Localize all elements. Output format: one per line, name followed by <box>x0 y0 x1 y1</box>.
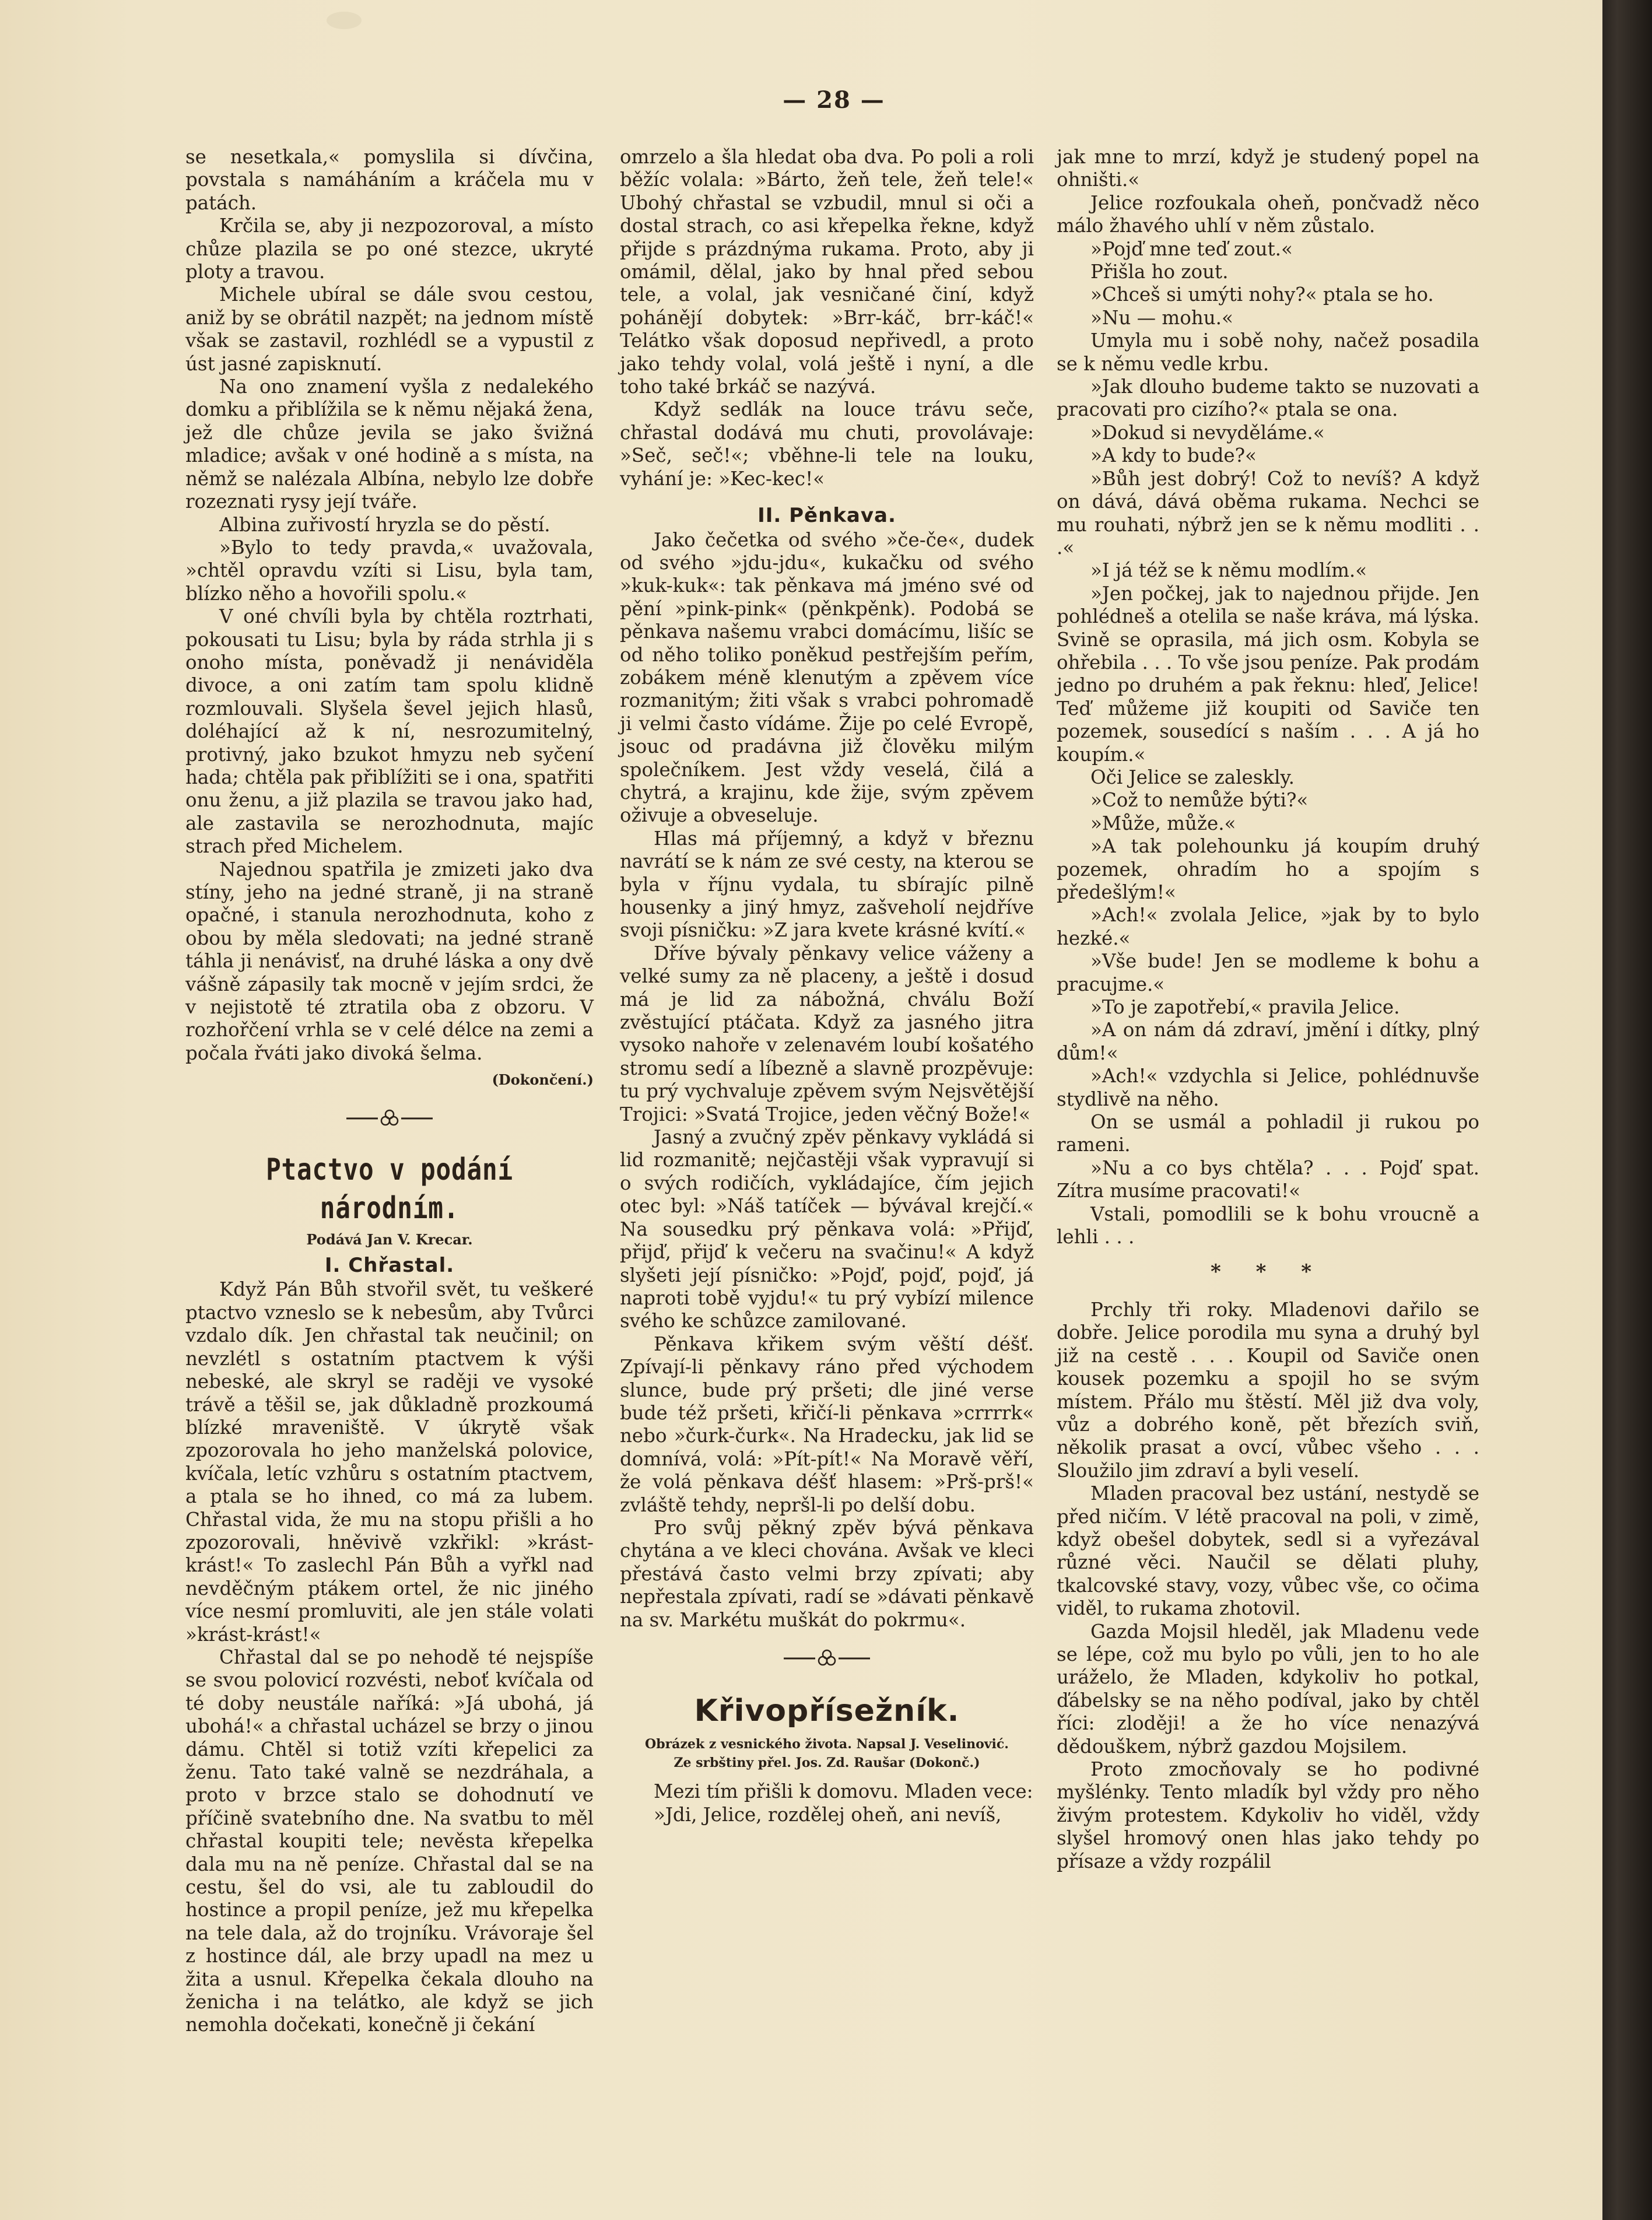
paragraph: Gazda Mojsil hleděl, jak Mladenu vede se lépe, což mu bylo po vůli, jen to ho ale uráželo, že Mladen, kdykoliv ho potkal, ďábelsky se na něho podíval, jako by chtěl říci: zloději! a že ho více nenazývá dědouškem, nýbrž gazdou Mojsilem. <box>1057 1620 1479 1758</box>
story-title: Křivopřísežník. <box>694 1693 960 1729</box>
paragraph: Chřastal dal se po nehodě té nejspíše se svou polovicí rozvésti, neboť kvíčala od té doby neustále naříká: »Já ubohá, já ubohá!« a chřastal ucházel se brzy o jinou dámu. Chtěl si totiž vzíti křepelici za ženu. Tato také valně se nezdráhala, a proto v brzce stalo se dohodnutí ve příčině svatebního dne. Na svatbu to měl chřastal koupiti tele; nevěsta křepelka dala mu na ně peníze. Chřastal dal se na cestu, šel do vsi, ale tu zabloudil do hostince a propil peníze, jež mu křepelka na tele dala, až do trojníku. Vrávoraje šel z hostince dál, ale brzy upadl na mez u žita a usnul. Křepelka čekala dlouho na ženicha i na telátko, ale když se jich nemohla dočekati, konečně ji čekání <box>185 1646 594 2036</box>
paragraph: Přišla ho zout. <box>1090 261 1229 283</box>
paragraph: se nesetkala,« pomyslila si dívčina, povstala s namáháním a kráčela mu v patách. <box>185 146 594 214</box>
paragraph: »Bylo to tedy pravda,« uvažovala, »chtěl opravdu vzíti si Lisu, byla tam, blízko něho a hovořili spolu.« <box>185 536 594 605</box>
paragraph: On se usmál a pohladil ji rukou po rameni. <box>1057 1111 1479 1156</box>
column-3 <box>1057 146 1479 1873</box>
flourish-icon <box>780 1647 874 1670</box>
paragraph: »Ach!« vzdychla si Jelice, pohlédnuvše stydlivě na něho. <box>1057 1065 1479 1110</box>
paragraph: Když Pán Bůh stvořil svět, tu veškeré ptactvo vzneslo se k nebesům, aby Tvůrci vzdalo dík. Jen chřastal tak neučinil; on nevzlétl s ostatním ptactvem k výši nebeské, ale skryl se raději ve vysoké trávě a těšil se, jak důkladně prozkoumá blízké mraveniště. V úkrytě však zpozorovala ho jeho manželská polovice, kvíčala, letíc vzhůru s ostatním ptactvem, a ptala se ho ihned, co má za lubem. Chřastal vida, že mu na stopu přišli a ho zpozorovali, hněvivě vzkřikl: »krást-krást!« To zaslechl Pán Bůh a vyřkl nad nevděčným ptákem ortel, že nic jiného více nesmí promluviti, ale jen stále volati »krást-krást!« <box>185 1278 594 1646</box>
page-number: — 28 — <box>783 86 885 114</box>
paragraph: »Může, může.« <box>1090 812 1236 834</box>
paragraph: »Jak dlouho budeme takto se nuzovati a pracovati pro cizího?« ptala se ona. <box>1057 376 1479 421</box>
paragraph: Prchly tři roky. Mladenovi dařilo se dobře. Jelice porodila mu syna a druhý byl již na cestě . . . Koupil od Saviče onen kousek pozemku a spojil ho se svým místem. Přálo mu štěstí. Měl již dva voly, vůz a dobrého koně, pět březích sviň, několik prasat a ovcí, vůbec všeho . . . Sloužilo jim zdraví a byli veselí. <box>1057 1298 1479 1482</box>
paragraph: jak mne to mrzí, když je studený popel na ohništi.« <box>1057 146 1479 191</box>
paragraph: Albina zuřivostí hryzla se do pěstí. <box>219 513 550 536</box>
paragraph: »Bůh jest dobrý! Což to nevíš? A když on dává, dává oběma rukama. Nechci se mu rouhati, nýbrž jen se k němu modliti . . .« <box>1057 467 1479 559</box>
paragraph: Jelice rozfoukala oheň, pončvadž něco málo žhavého uhlí v něm zůstalo. <box>1057 191 1479 237</box>
section-heading: I. Chřastal. <box>324 1254 455 1278</box>
paragraph: Umyla mu i sobě nohy, načež posadila se k němu vedle krbu. <box>1057 329 1479 375</box>
paragraph: Když sedlák na louce trávu seče, chřastal dodává mu chuti, provolávaje: »Seč, seč!«; vběhne-li tele na louku, vyhání je: »Kec-kec!« <box>620 398 1034 490</box>
paragraph: Krčila se, aby ji nezpozoroval, a místo chůze plazila se po oné stezce, ukryté ploty a travou. <box>185 215 594 283</box>
paragraph: Hlas má příjemný, a když v březnu navrátí se k nám ze své cesty, na kterou se byla v říjnu vydala, tu sbírajíc pilně housenky a jiný hmyz, zašveholí nejdříve svoji písničku: »Z jara kvete krásné kvítí.« <box>620 827 1034 942</box>
paragraph: »I já též se k němu modlím.« <box>1090 559 1367 582</box>
story-byline-line-1: Obrázek z vesnického života. Napsal J. Veselinović. <box>645 1737 1009 1752</box>
paragraph: Michele ubíral se dále svou cestou, aniž by se obrátil nazpět; na jednom místě však se zastavil, rozhlédl se a vypustil z úst jasné zapisknutí. <box>185 283 594 375</box>
paragraph: Jako čečetka od svého »če-če«, dudek od svého »jdu-jdu«, kukačku od svého »kuk-kuk«: tak pěnkava má jméno své od pění »pink-pink« (pěnkpěnk). Podobá se pěnkava našemu vrabci domácímu, lišíc se od něho toliko poněkud pestřejším peřím, zobákem méně klenutým a zpěvem více rozmanitým; žiti však s vrabci pohromadě ji velmi často vídáme. Žije po celé Evropě, jsouc od pradávna již člověku milým společníkem. Jest vždy veselá, čilá a chytrá, a krajinu, kde žije, svým zpěvem oživuje a obveseluje. <box>620 528 1034 827</box>
paragraph: »To je zapotřebí,« pravila Jelice. <box>1090 996 1400 1019</box>
article-byline: Podává Jan V. Krecar. <box>306 1231 473 1248</box>
paragraph: »A kdy to bude?« <box>1090 444 1257 467</box>
paragraph: Pro svůj pěkný zpěv bývá pěnkava chytána a ve kleci chována. Avšak ve kleci přestává často velmi brzy zpívati; aby nepřestala zpívati, radí se »dávati pěnkavě na sv. Markétu muškát do pokrmu«. <box>620 1516 1034 1631</box>
paragraph: »Nu — mohu.« <box>1090 306 1233 329</box>
paragraph: omrzelo a šla hledat oba dva. Po poli a roli běžíc volala: »Bárto, žeň tele, žeň tele!« Ubohý chřastal se vzbudil, mnul si oči a dostal strach, co asi křepelka řekne, když přijde s prázdnýma rukama. Proto, aby ji omámil, dělal, jako by hnal před sebou tele, a volal, jak vesničané činí, když pohánějí dobytek: »Brr-káč, brr-káč!« Telátko však doposud nepřivedl, a proto jako tehdy volal, volá ještě i nyní, a dle toho také brkáč se nazývá. <box>620 146 1034 398</box>
paragraph: »Ach!« zvolala Jelice, »jak by to bylo hezké.« <box>1057 904 1479 949</box>
paragraph: Dříve bývaly pěnkavy velice váženy a velké sumy za ně placeny, a ještě i dosud má je lid za nábožná, chválu Boží zvěstující ptáčata. Když za jasného jitra vysoko nahoře v zelenavém loubí košatého stromu sedí a líbezně a slavně prozpěvuje: tu prý vychvaluje zpěvem svým Nejsvětější Trojici: »Svatá Trojice, jeden věčný Bože!« <box>620 942 1034 1125</box>
paragraph: Pěnkava křikem svým věští déšť. Zpívají-li pěnkavy ráno před východem slunce, bude prý pršeti; dle jiné verse bude též pršeti, křičí-li pěnkava »crrrrk« nebo »čurk-čurk«. Na Hradecku, jak lid se domnívá, volá: »Pít-pít!« Na Moravě věří, že volá pěnkava déšť hlasem: »Prš-prš!« zvláště tehdy, nepršl-li po delší dobu. <box>620 1332 1034 1516</box>
story-byline-line-2: Ze srbštiny přel. Jos. Zd. Raušar (Dokonč.) <box>674 1755 980 1771</box>
paragraph: »Nu a co bys chtěla? . . . Pojď spat. Zítra musíme pracovati!« <box>1057 1156 1479 1202</box>
paragraph: »Chceš si umýti nohy?« ptala se ho. <box>1090 283 1434 306</box>
article-title: Ptactvo v podání národním. <box>266 1152 513 1226</box>
paragraph: »Vše bude! Jen se modleme k bohu a pracujme.« <box>1057 950 1479 995</box>
continuation-note: (Dokončení.) <box>492 1071 594 1089</box>
paragraph: Jasný a zvučný zpěv pěnkavy vykládá si lid rozmanitě; nejčastěji však vypravují si o svých rodičích, vykládajíce, čím jejich otec byl: »Náš tatíček — bývával krejčí.« Na sousedku prý pěnkava volá: »Přijď, přijď, přijď k večeru na svačinu!« A když slyšeti její písničko: »Pojď, pojď, pojď, já naproti tobě vyjdu!« tu prý vybízí milence svého ke schůzce zamilované. <box>620 1126 1034 1332</box>
paragraph: Mladen pracoval bez ustání, nestydě se před ničím. V létě pracoval na poli, v zimě, když obešel dobytek, sedl si a vyřezával různé věci. Naučil se dělati pluhy, tkalcovské stavy, vozy, vůbec vše, co očima viděl, to rukama zhotovil. <box>1057 1482 1479 1620</box>
story-byline <box>620 1735 1034 1772</box>
binding-edge <box>1602 0 1652 2220</box>
paragraph: Vstali, pomodlili se k bohu vroucně a lehli . . . <box>1057 1202 1479 1248</box>
paragraph: Najednou spatřila je zmizeti jako dva stíny, jeho na jedné straně, ji na straně opačné, i stanula nerozhodnuta, koho z obou by měla sledovati; na jedné straně táhla ji nenávisť, na druhé láska a ony dvě vášně zápasily tak mocně v jejím srdci, že v nejistotě té ztratila oba z obzoru. V rozhořčení vrhla se v celé délce na zemi a počala řváti jako divoká šelma. <box>185 858 594 1064</box>
column-2 <box>620 146 1034 1826</box>
paragraph: »Jdi, Jelice, rozdělej oheň, ani nevíš, <box>654 1803 1002 1826</box>
paragraph: »Dokud si nevyděláme.« <box>1090 421 1325 444</box>
paragraph: Na ono znamení vyšla z nedalekého domku a přiblížila se k němu nějaká žena, jež dle chůze jevila se jako švižná mladice; avšak v oné hodině a s místa, na němž se nalézala Albína, nebylo lze dobře rozeznati rysy její tváře. <box>185 376 594 513</box>
section-break-stars: * * * <box>1210 1260 1325 1283</box>
paragraph: »A on nám dá zdraví, jmění i dítky, plný dům!« <box>1057 1019 1479 1064</box>
flourish-icon <box>343 1107 436 1130</box>
paragraph: V oné chvíli byla by chtěla roztrhati, pokousati tu Lisu; byla by ráda strhla ji s onoho místa, poněvadž ji nenáviděla divoce, a oni zatím tam spolu klidně rozmlouvali. Slyšela ševel jejich hlasů, doléhající až k ní, nesrozumitelný, protivný, jako bzukot hmyzu neb syčení hada; chtěla pak přiblížiti se i ona, spatřiti onu ženu, a již plazila se travou jako had, ale zastavila se nerozhodnuta, majíc strach před Michelem. <box>185 605 594 858</box>
paragraph: »A tak polehounku já koupím druhý pozemek, ohradím ho a spojím s předešlým!« <box>1057 835 1479 903</box>
ornament-divider <box>185 1107 594 1135</box>
paragraph: Proto zmocňovaly se ho podivné myšlénky. Tento mladík byl vždy pro něho živým protestem. Kdykoliv ho viděl, vždy slyšel hromový onen hlas jako tehdy po přísaze a vždy rozpálil <box>1057 1758 1479 1872</box>
paragraph: Oči Jelice se zaleskly. <box>1090 766 1295 788</box>
ornament-divider <box>620 1647 1034 1675</box>
paragraph: »Což to nemůže býti?« <box>1090 789 1309 812</box>
paragraph: »Jen počkej, jak to najednou přijde. Jen pohlédneš a otelila se naše kráva, má lýska. Svině se oprasila, má jich osm. Kobyla se ohřebila . . . To vše jsou peníze. Pak prodám jedno po druhém a pak řeknu: hleď, Jelice! Teď můžeme již koupiti od Saviče ten pozemek, sousedící s naším . . . A já ho koupím.« <box>1057 582 1479 766</box>
page-smudge <box>327 12 362 29</box>
section-heading: II. Pěnkava. <box>757 504 896 528</box>
paragraph: Mezi tím přišli k domovu. Mladen vece: <box>654 1780 1033 1803</box>
column-1 <box>185 146 594 2037</box>
paragraph: »Pojď mne teď zout.« <box>1090 237 1293 260</box>
